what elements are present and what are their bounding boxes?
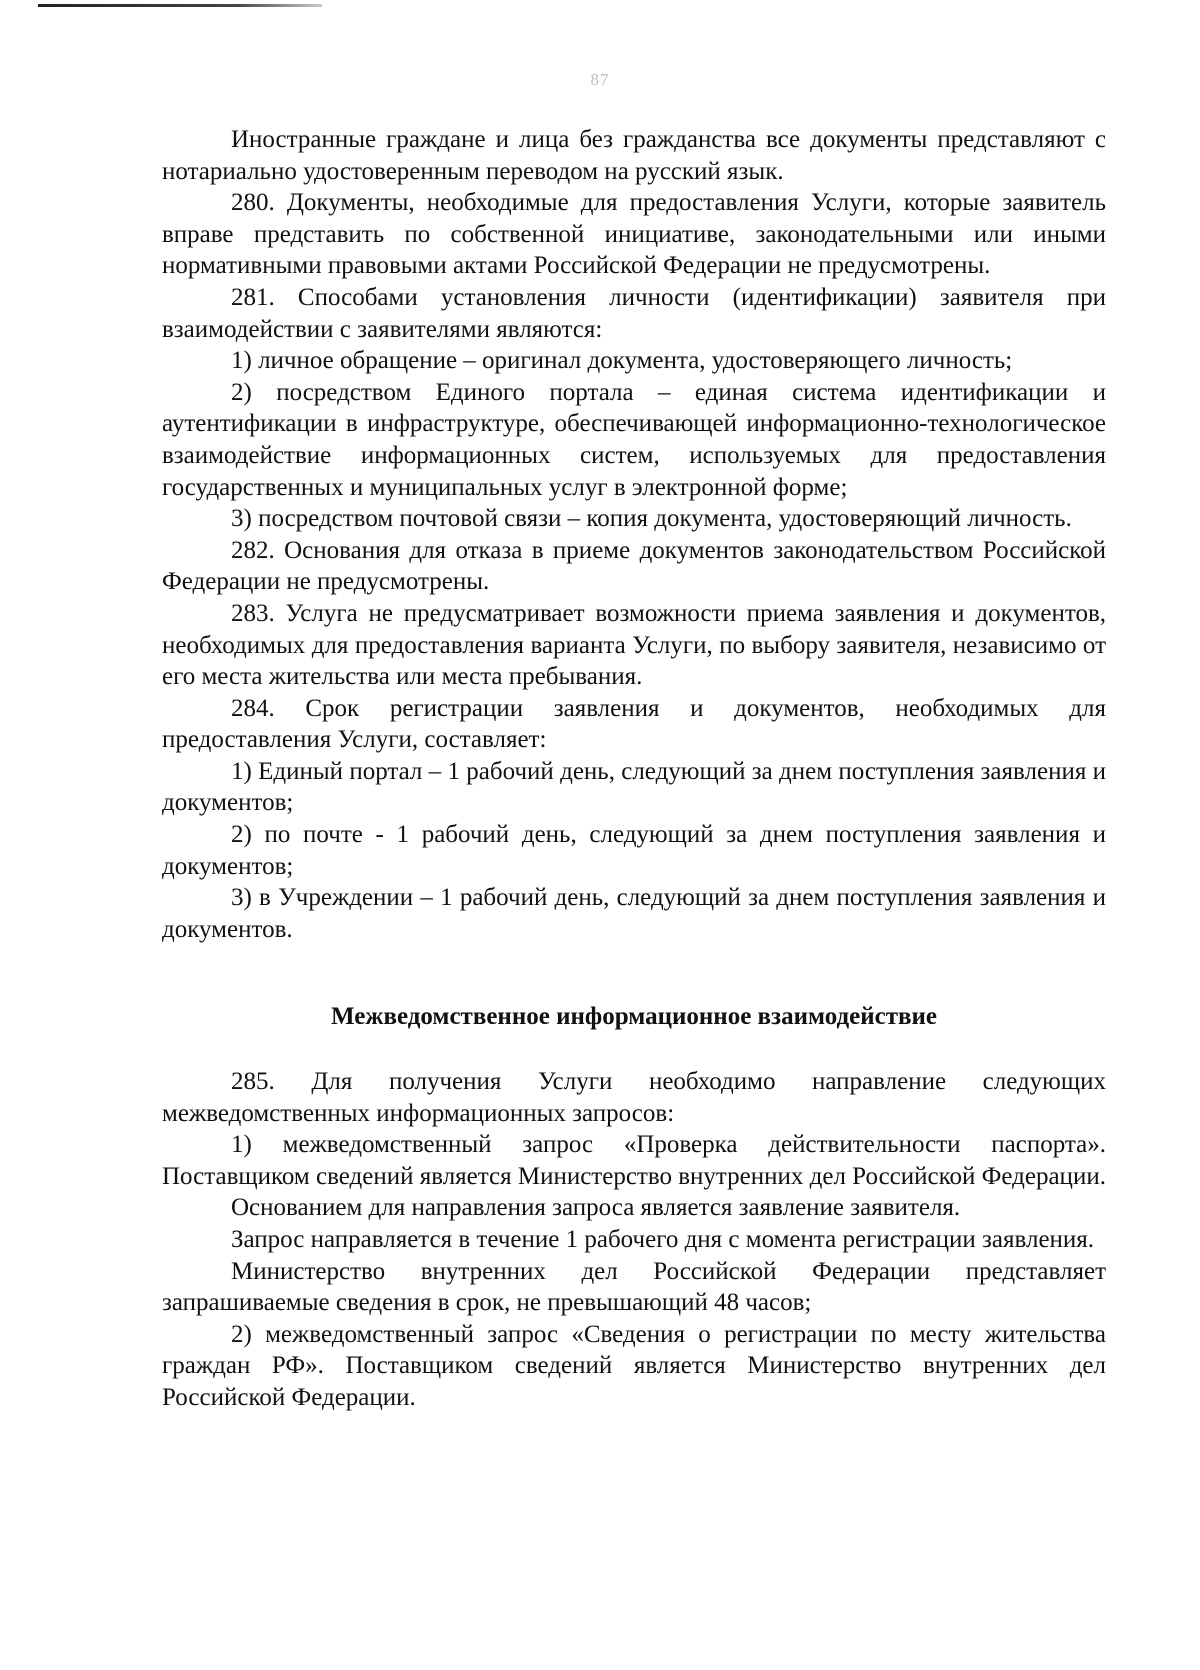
document-body [162,124,1106,1414]
paragraph-request-basis: Основанием для направления запроса является заявление заявителя. [231,1194,961,1222]
section-heading: Межведомственное информационное взаимодействие [331,1003,937,1031]
paragraph-285: 285. Для получения Услуги необходимо направление следующих межведомственных информационных запросов: [162,1068,1106,1127]
list-item-285-2: 2) межведомственный запрос «Сведения о регистрации по месту жительства граждан РФ». Поставщиком сведений является Министерство внутренних дел Российской Федерации. [162,1320,1106,1411]
list-item-284-3: 3) в Учреждении – 1 рабочий день, следующий за днем поступления заявления и документов. [162,884,1106,943]
list-item-284-2: 2) по почте - 1 рабочий день, следующий за днем поступления заявления и документов; [162,821,1106,880]
paragraph-280: 280. Документы, необходимые для предоставления Услуги, которые заявитель вправе представить по собственной инициативе, законодательными или иными нормативными правовыми актами Российской Федерации не предусмотрены. [162,189,1106,280]
paragraph-281: 281. Способами установления личности (идентификации) заявителя при взаимодействии с заявителями являются: [162,283,1106,343]
paragraph-request-timing: Запрос направляется в течение 1 рабочего дня с момента регистрации заявления. [231,1226,1095,1253]
paragraph-284: 284. Срок регистрации заявления и документов, необходимых для предоставления Услуги, составляет: [162,694,1106,754]
list-item-281-3: 3) посредством почтовой связи – копия документа, удостоверяющий личность. [231,505,1072,533]
paragraph-283: 283. Услуга не предусматривает возможности приема заявления и документов, необходимых для предоставления варианта Услуги, по выбору заявителя, независимо от его места жительства или места пребывания. [162,599,1106,691]
paragraph-response-term: Министерство внутренних дел Российской Федерации представляет запрашиваемые сведения в срок, не превышающий 48 часов; [162,1257,1106,1317]
list-item-284-1: 1) Единый портал – 1 рабочий день, следующий за днем поступления заявления и документов; [162,757,1106,817]
list-item-281-1: 1) личное обращение – оригинал документа, удостоверяющего личность; [231,347,1013,375]
page-number: 87 [590,70,610,89]
paragraph-foreign-citizens: Иностранные граждане и лица без гражданства все документы представляют с нотариально удостоверенным переводом на русский язык. [162,126,1106,185]
list-item-281-2: 2) посредством Единого портала – единая система идентификации и аутентификации в инфраструктуре, обеспечивающей информационно-технологическое взаимодействие информационных систем, используемых для предоставления государственных и муниципальных услуг в электронной форме; [162,378,1106,501]
list-item-285-1: 1) межведомственный запрос «Проверка действительности паспорта». Поставщиком сведений является Министерство внутренних дел Российской Федерации. [162,1131,1106,1190]
scan-edge-line [38,4,322,7]
paragraph-282: 282. Основания для отказа в приеме документов законодательством Российской Федерации не предусмотрены. [162,536,1106,596]
